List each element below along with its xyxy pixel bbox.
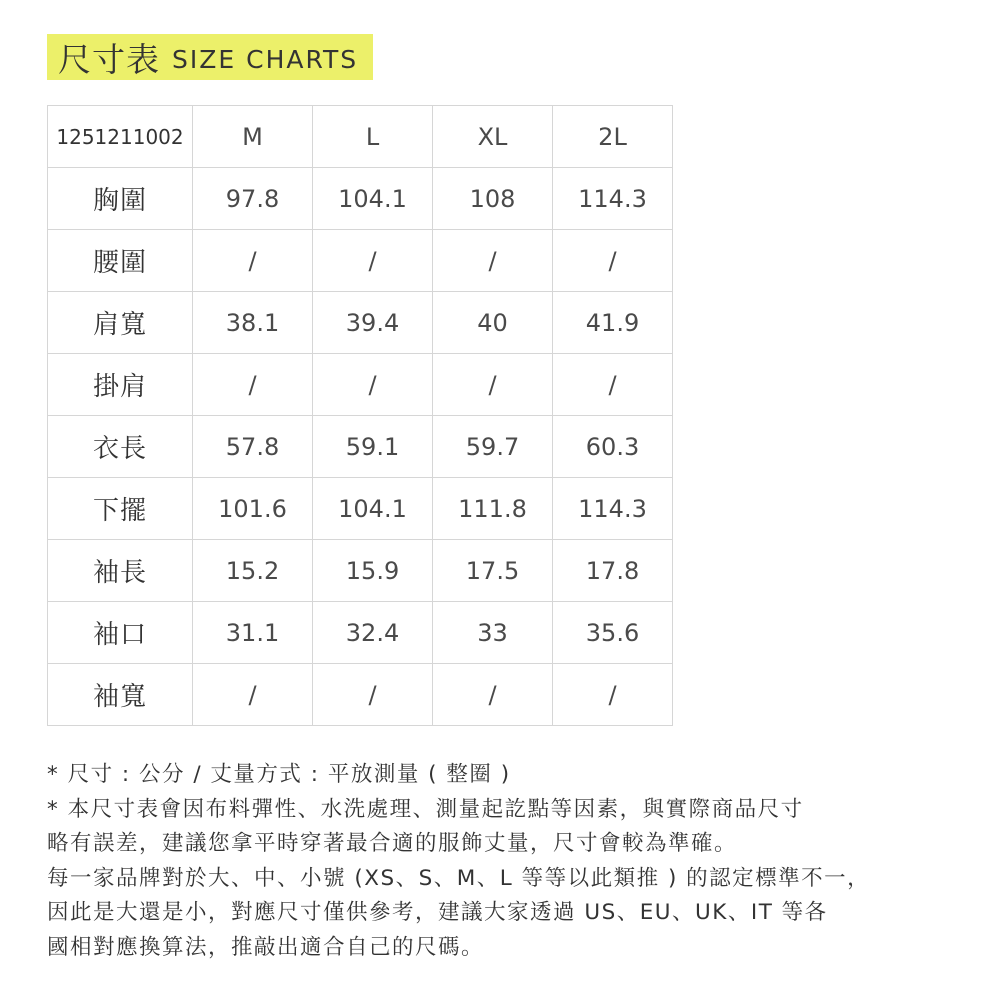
table-cell: 114.3 xyxy=(553,478,673,540)
row-label-chest: 胸圍 xyxy=(48,168,193,230)
table-cell: 111.8 xyxy=(433,478,553,540)
table-cell: 40 xyxy=(433,292,553,354)
note-line: 略有誤差，建議您拿平時穿著最合適的服飾丈量，尺寸會較為準確。 xyxy=(47,831,738,856)
table-cell: 38.1 xyxy=(193,292,313,354)
table-cell: 59.7 xyxy=(433,416,553,478)
table-cell: / xyxy=(553,230,673,292)
note-line: 國相對應換算法，推敲出適合自己的尺碼。 xyxy=(47,934,485,960)
table-cell: 108 xyxy=(433,168,553,230)
table-cell: 114.3 xyxy=(553,168,673,230)
title-chinese: 尺寸表 xyxy=(58,39,160,79)
table-cell: 31.1 xyxy=(193,602,313,664)
table-cell: 35.6 xyxy=(553,602,673,664)
table-cell: 15.2 xyxy=(193,540,313,602)
table-cell: 33 xyxy=(433,602,553,664)
table-cell: 104.1 xyxy=(313,168,433,230)
note-line: * 本尺寸表會因布料彈性、水洗處理、測量起訖點等因素，與實際商品尺寸 xyxy=(47,796,804,822)
size-chart-title xyxy=(47,34,373,80)
table-cell: 41.9 xyxy=(553,292,673,354)
note-line: 因此是大還是小，對應尺寸僅供參考，建議大家透過 US、EU、UK、IT 等各 xyxy=(47,900,828,925)
table-row xyxy=(48,416,673,478)
row-label-sleeve-width: 袖寬 xyxy=(48,664,193,726)
table-row xyxy=(48,354,673,416)
size-notes xyxy=(47,758,977,965)
table-row xyxy=(48,602,673,664)
table-cell: / xyxy=(553,664,673,726)
size-header-xl: XL xyxy=(433,106,553,168)
table-cell: 97.8 xyxy=(193,168,313,230)
row-label-length: 衣長 xyxy=(48,416,193,478)
note-line: * 尺寸 : 公分 / 丈量方式 : 平放測量 ( 整圈 ) xyxy=(47,762,511,787)
size-header-l: L xyxy=(313,106,433,168)
table-cell: 60.3 xyxy=(553,416,673,478)
row-label-sleeve-length: 袖長 xyxy=(48,540,193,602)
row-label-armhole: 掛肩 xyxy=(48,354,193,416)
table-cell: / xyxy=(313,354,433,416)
table-row xyxy=(48,664,673,726)
table-cell: 32.4 xyxy=(313,602,433,664)
row-label-shoulder: 肩寬 xyxy=(48,292,193,354)
table-cell: / xyxy=(433,664,553,726)
row-label-hem: 下擺 xyxy=(48,478,193,540)
table-cell: 39.4 xyxy=(313,292,433,354)
size-header-2l: 2L xyxy=(553,106,673,168)
table-cell: / xyxy=(433,230,553,292)
table-cell: 59.1 xyxy=(313,416,433,478)
table-cell: 57.8 xyxy=(193,416,313,478)
table-row xyxy=(48,168,673,230)
table-cell: / xyxy=(193,664,313,726)
table-header-row xyxy=(48,106,673,168)
note-line: 每一家品牌對於大、中、小號 (XS、S、M、L 等等以此類推 ) 的認定標準不一， xyxy=(47,865,871,891)
table-cell: / xyxy=(313,664,433,726)
table-cell: 17.8 xyxy=(553,540,673,602)
table-row xyxy=(48,540,673,602)
table-cell: / xyxy=(433,354,553,416)
table-cell: / xyxy=(553,354,673,416)
table-row xyxy=(48,478,673,540)
size-header-m: M xyxy=(193,106,313,168)
table-row xyxy=(48,292,673,354)
table-cell: 17.5 xyxy=(433,540,553,602)
table-cell: / xyxy=(193,354,313,416)
size-table xyxy=(47,105,673,726)
table-cell: 15.9 xyxy=(313,540,433,602)
table-cell: 104.1 xyxy=(313,478,433,540)
row-label-cuff: 袖口 xyxy=(48,602,193,664)
title-english: SIZE CHARTS xyxy=(172,44,359,74)
table-cell: / xyxy=(313,230,433,292)
table-cell: 101.6 xyxy=(193,478,313,540)
table-row xyxy=(48,230,673,292)
table-cell: / xyxy=(193,230,313,292)
row-label-waist: 腰圍 xyxy=(48,230,193,292)
product-code: 1251211002 xyxy=(48,106,193,168)
